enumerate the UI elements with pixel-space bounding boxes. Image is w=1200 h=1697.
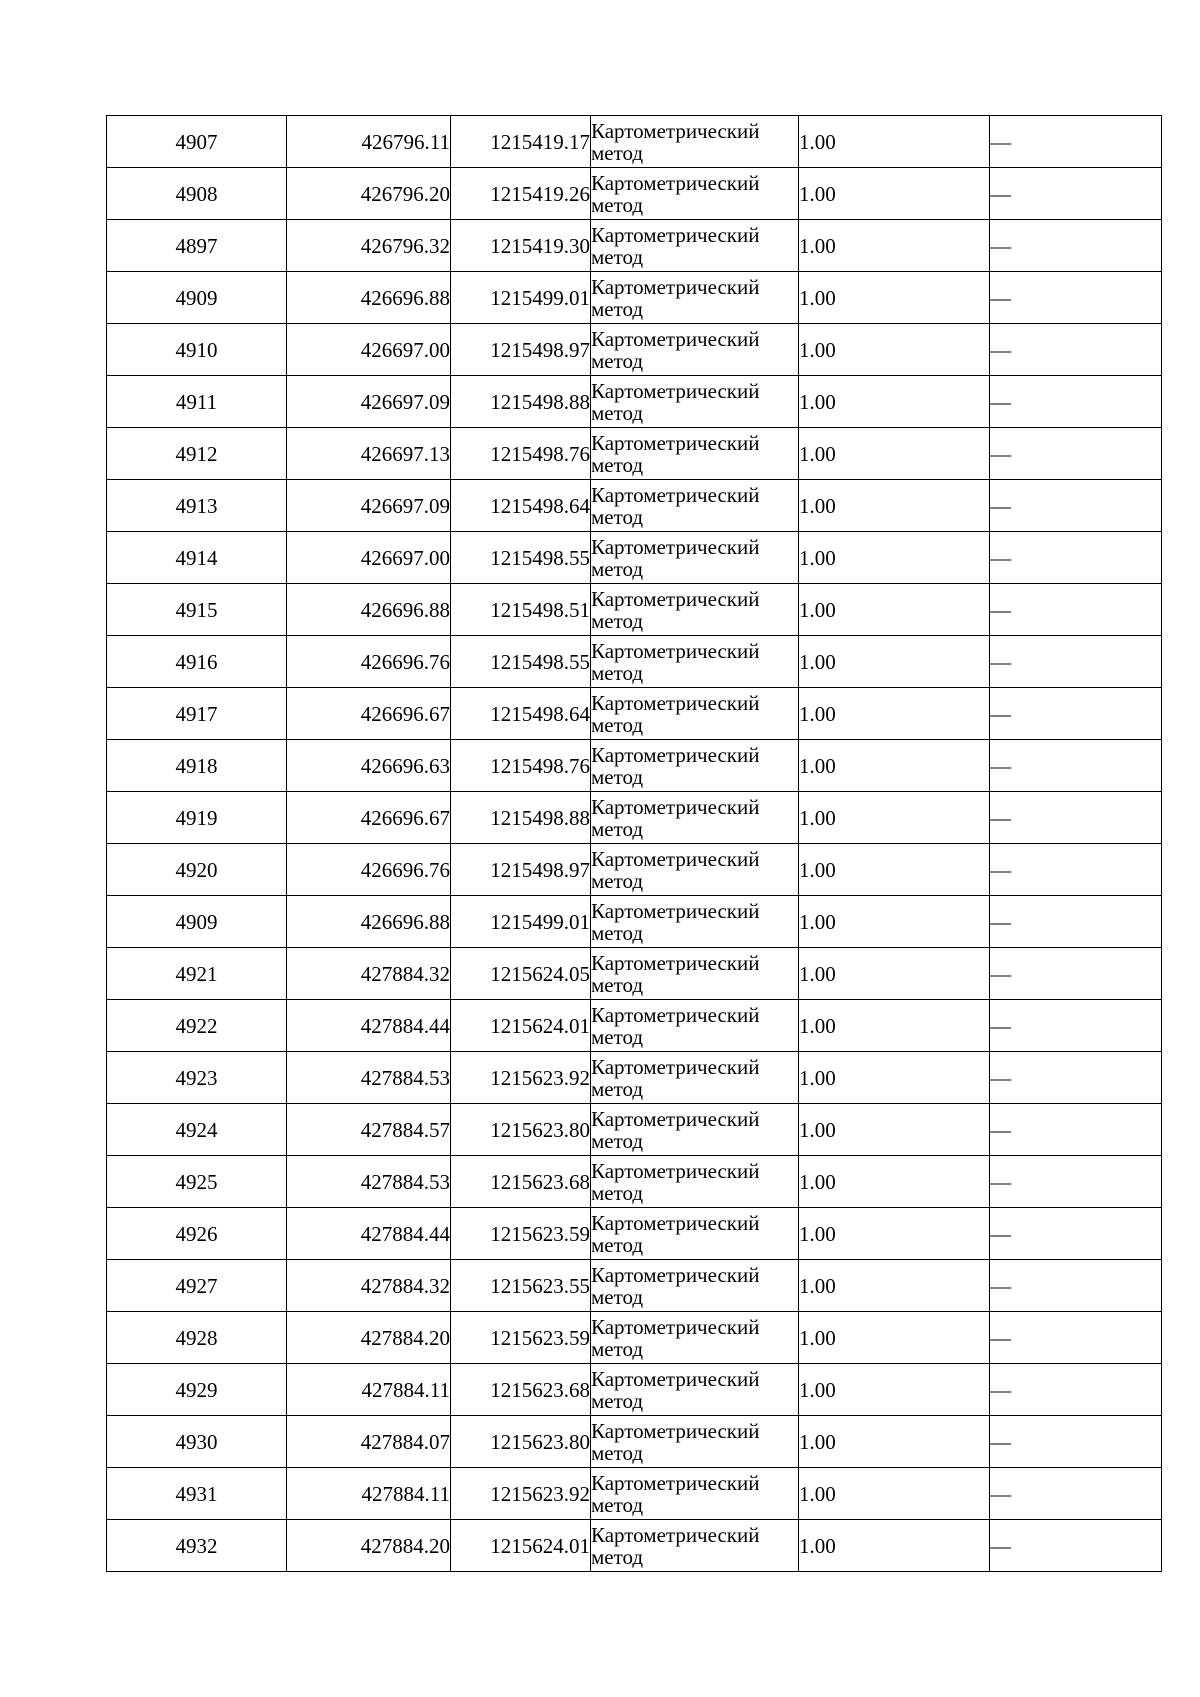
accuracy-cell: 1.00 xyxy=(799,428,990,480)
method-cell xyxy=(591,844,799,896)
method-line: Картометрический xyxy=(591,690,760,715)
method-line: метод xyxy=(591,608,644,633)
x-coordinate-cell: 427884.53 xyxy=(287,1156,451,1208)
method-cell xyxy=(591,688,799,740)
accuracy-cell: 1.00 xyxy=(799,1312,990,1364)
y-coordinate-cell: 1215498.55 xyxy=(451,532,591,584)
y-coordinate-cell: 1215498.64 xyxy=(451,480,591,532)
table-row xyxy=(107,428,1162,480)
method-line: Картометрический xyxy=(591,274,760,299)
y-coordinate-cell: 1215498.88 xyxy=(451,376,591,428)
method-cell xyxy=(591,376,799,428)
x-coordinate-cell: 427884.32 xyxy=(287,948,451,1000)
method-cell xyxy=(591,1312,799,1364)
table-row xyxy=(107,844,1162,896)
method-cell xyxy=(591,584,799,636)
table-row xyxy=(107,1364,1162,1416)
method-cell xyxy=(591,1520,799,1572)
accuracy-cell: 1.00 xyxy=(799,324,990,376)
table-row xyxy=(107,688,1162,740)
y-coordinate-cell: 1215623.59 xyxy=(451,1312,591,1364)
method-line: метод xyxy=(591,816,644,841)
method-line: Картометрический xyxy=(591,1366,760,1391)
method-cell xyxy=(591,272,799,324)
point-number-cell: 4921 xyxy=(107,948,287,1000)
method-line: метод xyxy=(591,1336,644,1361)
y-coordinate-cell: 1215623.68 xyxy=(451,1156,591,1208)
method-cell xyxy=(591,1052,799,1104)
accuracy-cell: 1.00 xyxy=(799,532,990,584)
point-number-cell: 4909 xyxy=(107,896,287,948)
accuracy-cell: 1.00 xyxy=(799,220,990,272)
method-cell xyxy=(591,948,799,1000)
x-coordinate-cell: 427884.11 xyxy=(287,1468,451,1520)
accuracy-cell: 1.00 xyxy=(799,1468,990,1520)
method-line: метод xyxy=(591,400,644,425)
note-cell: — xyxy=(990,1416,1162,1468)
note-cell: — xyxy=(990,740,1162,792)
y-coordinate-cell: 1215498.97 xyxy=(451,844,591,896)
method-line: Картометрический xyxy=(591,1054,760,1079)
method-line: метод xyxy=(591,556,644,581)
point-number-cell: 4912 xyxy=(107,428,287,480)
y-coordinate-cell: 1215498.88 xyxy=(451,792,591,844)
accuracy-cell: 1.00 xyxy=(799,636,990,688)
note-cell: — xyxy=(990,948,1162,1000)
table-row xyxy=(107,1520,1162,1572)
point-number-cell: 4913 xyxy=(107,480,287,532)
table-row xyxy=(107,1260,1162,1312)
table-row xyxy=(107,1000,1162,1052)
x-coordinate-cell: 427884.44 xyxy=(287,1208,451,1260)
method-line: Картометрический xyxy=(591,1002,760,1027)
table-row xyxy=(107,116,1162,168)
point-number-cell: 4930 xyxy=(107,1416,287,1468)
x-coordinate-cell: 426696.88 xyxy=(287,272,451,324)
method-line: метод xyxy=(591,504,644,529)
x-coordinate-cell: 427884.20 xyxy=(287,1520,451,1572)
method-line: метод xyxy=(591,1076,644,1101)
accuracy-cell: 1.00 xyxy=(799,480,990,532)
accuracy-cell: 1.00 xyxy=(799,896,990,948)
note-cell: — xyxy=(990,1312,1162,1364)
table-row xyxy=(107,1208,1162,1260)
accuracy-cell: 1.00 xyxy=(799,844,990,896)
x-coordinate-cell: 426696.76 xyxy=(287,844,451,896)
method-line: метод xyxy=(591,1024,644,1049)
point-number-cell: 4910 xyxy=(107,324,287,376)
x-coordinate-cell: 427884.57 xyxy=(287,1104,451,1156)
method-line: метод xyxy=(591,1388,644,1413)
table-row xyxy=(107,324,1162,376)
accuracy-cell: 1.00 xyxy=(799,1000,990,1052)
table-row xyxy=(107,272,1162,324)
note-cell: — xyxy=(990,324,1162,376)
note-cell: — xyxy=(990,584,1162,636)
x-coordinate-cell: 426696.88 xyxy=(287,896,451,948)
note-cell: — xyxy=(990,1052,1162,1104)
note-cell: — xyxy=(990,844,1162,896)
method-line: Картометрический xyxy=(591,1158,760,1183)
accuracy-cell: 1.00 xyxy=(799,948,990,1000)
table-row xyxy=(107,584,1162,636)
accuracy-cell: 1.00 xyxy=(799,1104,990,1156)
method-line: метод xyxy=(591,868,644,893)
point-number-cell: 4915 xyxy=(107,584,287,636)
y-coordinate-cell: 1215623.59 xyxy=(451,1208,591,1260)
x-coordinate-cell: 426696.76 xyxy=(287,636,451,688)
accuracy-cell: 1.00 xyxy=(799,116,990,168)
method-cell xyxy=(591,324,799,376)
point-number-cell: 4927 xyxy=(107,1260,287,1312)
accuracy-cell: 1.00 xyxy=(799,168,990,220)
y-coordinate-cell: 1215498.76 xyxy=(451,428,591,480)
method-line: Картометрический xyxy=(591,118,760,143)
y-coordinate-cell: 1215498.51 xyxy=(451,584,591,636)
method-cell xyxy=(591,1416,799,1468)
method-line: метод xyxy=(591,192,644,217)
point-number-cell: 4911 xyxy=(107,376,287,428)
method-line: метод xyxy=(591,712,644,737)
method-cell xyxy=(591,740,799,792)
point-number-cell: 4931 xyxy=(107,1468,287,1520)
x-coordinate-cell: 427884.53 xyxy=(287,1052,451,1104)
point-number-cell: 4897 xyxy=(107,220,287,272)
x-coordinate-cell: 427884.44 xyxy=(287,1000,451,1052)
method-cell xyxy=(591,532,799,584)
note-cell: — xyxy=(990,1156,1162,1208)
x-coordinate-cell: 426696.67 xyxy=(287,688,451,740)
method-cell xyxy=(591,168,799,220)
point-number-cell: 4909 xyxy=(107,272,287,324)
coordinates-table-body xyxy=(107,116,1162,1572)
method-line: Картометрический xyxy=(591,1418,760,1443)
method-line: Картометрический xyxy=(591,326,760,351)
y-coordinate-cell: 1215623.92 xyxy=(451,1468,591,1520)
method-line: Картометрический xyxy=(591,430,760,455)
x-coordinate-cell: 426796.32 xyxy=(287,220,451,272)
point-number-cell: 4932 xyxy=(107,1520,287,1572)
point-number-cell: 4919 xyxy=(107,792,287,844)
table-row xyxy=(107,532,1162,584)
x-coordinate-cell: 426696.88 xyxy=(287,584,451,636)
y-coordinate-cell: 1215419.30 xyxy=(451,220,591,272)
method-cell xyxy=(591,220,799,272)
note-cell: — xyxy=(990,1364,1162,1416)
table-row xyxy=(107,1156,1162,1208)
method-line: метод xyxy=(591,1492,644,1517)
method-line: метод xyxy=(591,1128,644,1153)
note-cell: — xyxy=(990,636,1162,688)
accuracy-cell: 1.00 xyxy=(799,376,990,428)
method-line: Картометрический xyxy=(591,1210,760,1235)
accuracy-cell: 1.00 xyxy=(799,740,990,792)
y-coordinate-cell: 1215498.55 xyxy=(451,636,591,688)
y-coordinate-cell: 1215419.17 xyxy=(451,116,591,168)
y-coordinate-cell: 1215498.76 xyxy=(451,740,591,792)
method-line: метод xyxy=(591,1544,644,1569)
method-cell xyxy=(591,1364,799,1416)
method-line: метод xyxy=(591,764,644,789)
method-cell xyxy=(591,428,799,480)
x-coordinate-cell: 427884.11 xyxy=(287,1364,451,1416)
table-row xyxy=(107,220,1162,272)
method-line: метод xyxy=(591,920,644,945)
method-line: Картометрический xyxy=(591,378,760,403)
method-cell xyxy=(591,1156,799,1208)
y-coordinate-cell: 1215498.64 xyxy=(451,688,591,740)
note-cell: — xyxy=(990,1208,1162,1260)
method-cell xyxy=(591,1000,799,1052)
method-cell xyxy=(591,896,799,948)
note-cell: — xyxy=(990,896,1162,948)
y-coordinate-cell: 1215623.68 xyxy=(451,1364,591,1416)
point-number-cell: 4916 xyxy=(107,636,287,688)
point-number-cell: 4928 xyxy=(107,1312,287,1364)
method-cell xyxy=(591,636,799,688)
y-coordinate-cell: 1215623.80 xyxy=(451,1416,591,1468)
note-cell: — xyxy=(990,220,1162,272)
y-coordinate-cell: 1215499.01 xyxy=(451,896,591,948)
note-cell: — xyxy=(990,428,1162,480)
y-coordinate-cell: 1215623.55 xyxy=(451,1260,591,1312)
x-coordinate-cell: 427884.20 xyxy=(287,1312,451,1364)
x-coordinate-cell: 426697.13 xyxy=(287,428,451,480)
point-number-cell: 4907 xyxy=(107,116,287,168)
method-line: Картометрический xyxy=(591,794,760,819)
point-number-cell: 4908 xyxy=(107,168,287,220)
method-line: метод xyxy=(591,660,644,685)
accuracy-cell: 1.00 xyxy=(799,1052,990,1104)
method-cell xyxy=(591,480,799,532)
point-number-cell: 4914 xyxy=(107,532,287,584)
note-cell: — xyxy=(990,532,1162,584)
table-row xyxy=(107,1468,1162,1520)
y-coordinate-cell: 1215498.97 xyxy=(451,324,591,376)
y-coordinate-cell: 1215623.80 xyxy=(451,1104,591,1156)
x-coordinate-cell: 426697.09 xyxy=(287,376,451,428)
method-line: метод xyxy=(591,1284,644,1309)
method-line: Картометрический xyxy=(591,1522,760,1547)
method-line: Картометрический xyxy=(591,586,760,611)
accuracy-cell: 1.00 xyxy=(799,792,990,844)
accuracy-cell: 1.00 xyxy=(799,1364,990,1416)
accuracy-cell: 1.00 xyxy=(799,688,990,740)
table-row xyxy=(107,896,1162,948)
y-coordinate-cell: 1215624.05 xyxy=(451,948,591,1000)
y-coordinate-cell: 1215624.01 xyxy=(451,1520,591,1572)
table-row xyxy=(107,792,1162,844)
method-cell xyxy=(591,1468,799,1520)
x-coordinate-cell: 426697.00 xyxy=(287,324,451,376)
table-row xyxy=(107,636,1162,688)
note-cell: — xyxy=(990,116,1162,168)
x-coordinate-cell: 426696.63 xyxy=(287,740,451,792)
note-cell: — xyxy=(990,792,1162,844)
point-number-cell: 4925 xyxy=(107,1156,287,1208)
method-line: метод xyxy=(591,348,644,373)
method-line: Картометрический xyxy=(591,898,760,923)
note-cell: — xyxy=(990,480,1162,532)
table-row xyxy=(107,376,1162,428)
accuracy-cell: 1.00 xyxy=(799,1260,990,1312)
point-number-cell: 4922 xyxy=(107,1000,287,1052)
note-cell: — xyxy=(990,376,1162,428)
x-coordinate-cell: 427884.32 xyxy=(287,1260,451,1312)
x-coordinate-cell: 426796.11 xyxy=(287,116,451,168)
table-row xyxy=(107,948,1162,1000)
coordinates-table xyxy=(106,115,1162,1572)
point-number-cell: 4926 xyxy=(107,1208,287,1260)
method-line: Картометрический xyxy=(591,1262,760,1287)
y-coordinate-cell: 1215624.01 xyxy=(451,1000,591,1052)
x-coordinate-cell: 426697.00 xyxy=(287,532,451,584)
note-cell: — xyxy=(990,1000,1162,1052)
point-number-cell: 4923 xyxy=(107,1052,287,1104)
accuracy-cell: 1.00 xyxy=(799,1416,990,1468)
method-line: метод xyxy=(591,452,644,477)
method-line: Картометрический xyxy=(591,1314,760,1339)
table-row xyxy=(107,1312,1162,1364)
method-line: Картометрический xyxy=(591,950,760,975)
x-coordinate-cell: 426796.20 xyxy=(287,168,451,220)
method-line: Картометрический xyxy=(591,638,760,663)
note-cell: — xyxy=(990,272,1162,324)
accuracy-cell: 1.00 xyxy=(799,1156,990,1208)
method-cell xyxy=(591,1208,799,1260)
method-cell xyxy=(591,116,799,168)
method-line: Картометрический xyxy=(591,170,760,195)
method-line: метод xyxy=(591,244,644,269)
method-line: Картометрический xyxy=(591,846,760,871)
method-line: Картометрический xyxy=(591,742,760,767)
accuracy-cell: 1.00 xyxy=(799,584,990,636)
y-coordinate-cell: 1215623.92 xyxy=(451,1052,591,1104)
method-line: Картометрический xyxy=(591,482,760,507)
method-line: метод xyxy=(591,972,644,997)
point-number-cell: 4924 xyxy=(107,1104,287,1156)
point-number-cell: 4920 xyxy=(107,844,287,896)
accuracy-cell: 1.00 xyxy=(799,1208,990,1260)
table-row xyxy=(107,1052,1162,1104)
accuracy-cell: 1.00 xyxy=(799,1520,990,1572)
x-coordinate-cell: 426697.09 xyxy=(287,480,451,532)
point-number-cell: 4917 xyxy=(107,688,287,740)
method-line: метод xyxy=(591,140,644,165)
method-line: Картометрический xyxy=(591,534,760,559)
method-line: метод xyxy=(591,296,644,321)
accuracy-cell: 1.00 xyxy=(799,272,990,324)
table-row xyxy=(107,480,1162,532)
method-line: Картометрический xyxy=(591,222,760,247)
note-cell: — xyxy=(990,1520,1162,1572)
method-line: Картометрический xyxy=(591,1106,760,1131)
y-coordinate-cell: 1215419.26 xyxy=(451,168,591,220)
method-cell xyxy=(591,1260,799,1312)
method-cell xyxy=(591,792,799,844)
table-row xyxy=(107,740,1162,792)
method-line: метод xyxy=(591,1180,644,1205)
note-cell: — xyxy=(990,1468,1162,1520)
point-number-cell: 4918 xyxy=(107,740,287,792)
y-coordinate-cell: 1215499.01 xyxy=(451,272,591,324)
method-line: метод xyxy=(591,1440,644,1465)
x-coordinate-cell: 427884.07 xyxy=(287,1416,451,1468)
table-row xyxy=(107,168,1162,220)
note-cell: — xyxy=(990,688,1162,740)
table-row xyxy=(107,1104,1162,1156)
note-cell: — xyxy=(990,1260,1162,1312)
method-line: метод xyxy=(591,1232,644,1257)
method-cell xyxy=(591,1104,799,1156)
method-line: Картометрический xyxy=(591,1470,760,1495)
point-number-cell: 4929 xyxy=(107,1364,287,1416)
note-cell: — xyxy=(990,168,1162,220)
table-row xyxy=(107,1416,1162,1468)
note-cell: — xyxy=(990,1104,1162,1156)
x-coordinate-cell: 426696.67 xyxy=(287,792,451,844)
